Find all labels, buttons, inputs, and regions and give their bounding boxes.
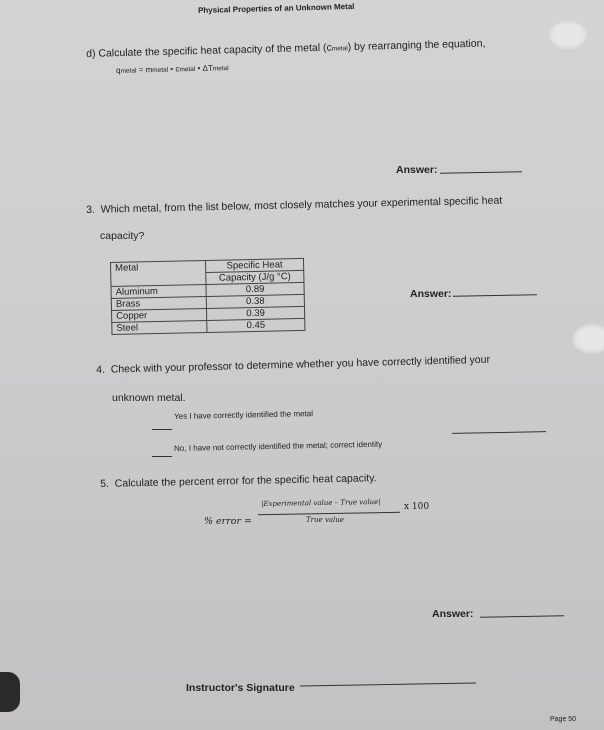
q3-text1: Which metal, from the list below, most closely matches your experimental specific heat <box>100 194 503 216</box>
header-capacity-units: Capacity (J/g °C) <box>206 270 304 284</box>
metal-value: 0.45 <box>207 318 305 332</box>
q4-identity-line[interactable] <box>452 431 546 434</box>
metal-table <box>110 258 305 335</box>
formula-multiplier: x 100 <box>404 502 430 512</box>
eq-q: q <box>116 65 121 75</box>
formula-lhs: % error = <box>204 516 252 527</box>
part-d-text: d) Calculate the specific heat capacity of the metal (c <box>86 41 332 60</box>
q4-yes-blank[interactable] <box>152 429 172 430</box>
formula-denominator: True value <box>306 516 344 524</box>
header-metal: Metal <box>111 260 206 286</box>
q3-prompt-line1 <box>86 195 502 216</box>
q4-prompt-line2: unknown metal. <box>112 392 186 404</box>
q4-option-yes: Yes I have correctly identified the metal <box>174 409 314 421</box>
part-d-answer-label: Answer: <box>396 164 438 176</box>
formula-numerator: |Experimental value – True value| <box>261 497 381 508</box>
metal-name: Steel <box>112 320 207 334</box>
page-title: Physical Properties of an Unknown Metal <box>197 1 355 16</box>
q4-prompt-line1 <box>96 354 490 376</box>
header-specific-heat: Specific Heat <box>205 258 303 272</box>
signature-line[interactable] <box>300 682 476 686</box>
metal-value: 0.39 <box>206 306 304 320</box>
eq-end: • ΔT <box>195 63 213 73</box>
part-d-text-end: ) by rearranging the equation, <box>347 37 486 54</box>
eq-sub0: metal <box>120 67 137 75</box>
eq-mid: • c <box>168 64 180 74</box>
q3-number: 3. <box>86 203 96 216</box>
q4-text1: Check with your professor to determine whether you have correctly identified your <box>110 353 491 376</box>
eq-sub1: metal <box>152 66 169 75</box>
q5-answer-label: Answer: <box>432 608 474 620</box>
part-d-answer-line[interactable] <box>440 171 522 173</box>
q4-no-blank[interactable] <box>152 456 172 457</box>
metal-value: 0.89 <box>206 282 304 296</box>
eq-rest: = m <box>136 65 153 75</box>
eq-sub3: metal <box>212 65 229 73</box>
part-d-sub: metal <box>331 45 348 53</box>
page-number: Page 50 <box>550 716 577 723</box>
metal-value: 0.38 <box>206 294 304 308</box>
q4-number: 4. <box>96 363 106 376</box>
metal-name: Brass <box>111 296 206 310</box>
eq-sub2: metal <box>179 65 196 74</box>
q5-answer-line[interactable] <box>480 615 564 617</box>
q5-text: Calculate the percent error for the specific heat capacity. <box>114 472 377 490</box>
metal-name: Aluminum <box>111 284 206 298</box>
q3-answer-label: Answer: <box>410 288 452 300</box>
q3-prompt-line2: capacity? <box>100 230 145 242</box>
signature-label: Instructor's Signature <box>186 682 295 694</box>
formula-fraction-bar <box>258 512 400 515</box>
part-d-prompt <box>86 38 486 60</box>
q3-answer-line[interactable] <box>453 294 537 296</box>
q5-prompt <box>100 472 377 490</box>
metal-name: Copper <box>112 308 207 322</box>
punch-hole-top <box>548 20 588 50</box>
q4-option-no: No, I have not correctly identified the metal; correct identity <box>174 439 383 453</box>
heat-equation <box>116 63 229 75</box>
q5-number: 5. <box>100 477 110 490</box>
punch-hole-middle <box>572 324 604 354</box>
